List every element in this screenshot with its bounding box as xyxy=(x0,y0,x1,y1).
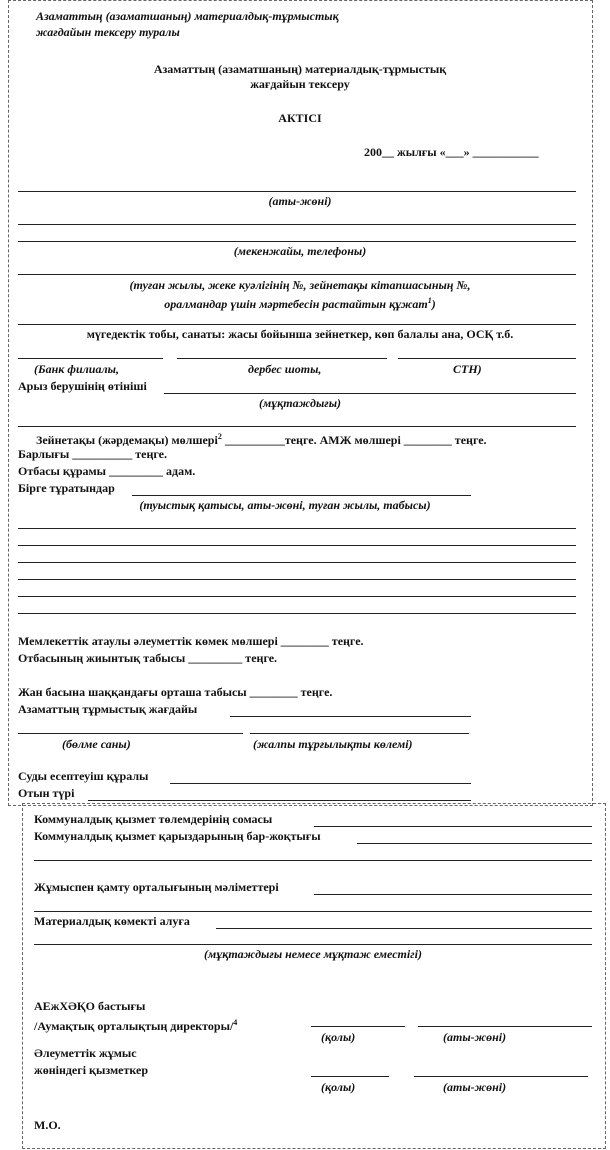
per-capita-income-label: Жан басына шаққандағы орташа табысы ________ теңге. xyxy=(18,685,333,699)
worker-title-line1: Әлеуметтік жұмыс xyxy=(34,1046,137,1060)
head-signature-caption: (қолы) xyxy=(321,1030,356,1044)
water-meter-label: Суды есептеуіш құралы xyxy=(18,769,149,783)
account-field-line[interactable] xyxy=(177,358,387,359)
relatives-line-1[interactable] xyxy=(18,528,576,529)
relatives-line-5[interactable] xyxy=(18,596,576,597)
cohabitants-field-line[interactable] xyxy=(132,495,471,496)
applicant-label: Арыз берушінің өтініші xyxy=(18,379,147,393)
act-title-act: АКТІСІ xyxy=(278,111,322,125)
fuel-type-label: Отын түрі xyxy=(18,786,75,800)
address-caption: (мекенжайы, телефоны) xyxy=(233,244,367,258)
bank-caption: (Банк филиалы, xyxy=(34,362,119,376)
utility-payments-label: Коммуналдық қызмет төлемдерінің сомасы xyxy=(34,812,273,826)
act-title-line2: жағдайын тексеру xyxy=(250,77,350,91)
worker-signature-line[interactable] xyxy=(311,1076,389,1077)
worker-title-line2: жөніндегі қызметкер xyxy=(34,1063,148,1077)
head-title-line1: АЕжХӘҚО бастығы xyxy=(34,999,146,1013)
stamp-label: М.О. xyxy=(34,1118,61,1132)
utility-debt-field-line[interactable] xyxy=(357,843,592,844)
birth-caption-line1: (туған жылы, жеке куәлігінің №, зейнетақы кітапшасының №, xyxy=(129,278,471,292)
worker-fullname-caption: (аты-жөні) xyxy=(443,1080,507,1094)
applicant-extra-line[interactable] xyxy=(18,426,576,427)
need-caption: (мұқтаждығы) xyxy=(258,396,342,410)
blank-line[interactable] xyxy=(18,224,576,225)
relatives-line-4[interactable] xyxy=(18,579,576,580)
birth-field-line[interactable] xyxy=(18,274,576,275)
date-line[interactable]: 200__ жылғы «___» ___________ xyxy=(364,145,539,159)
living-conditions-label: Азаматтың тұрмыстық жағдайы xyxy=(18,702,198,716)
header-note-line1: Азаматтың (азаматшаның) материалдық-тұрмыстық xyxy=(36,9,339,23)
applicant-field-line[interactable] xyxy=(164,393,576,394)
address-field-line[interactable] xyxy=(18,241,576,242)
category-field-line[interactable] xyxy=(18,324,576,325)
utility-debt-label: Коммуналдық қызмет қарыздарының бар-жоқтығы xyxy=(34,829,321,843)
fuel-type-field-line[interactable] xyxy=(88,800,471,801)
bank-field-line[interactable] xyxy=(18,358,163,359)
birth-caption-line2: оралмандар үшін мәртебесін растайтын құжат$^1$) xyxy=(164,296,436,311)
categories-label: мүгедектік тобы, санаты: жасы бойынша зейнеткер, көп балалы ана, ОСҚ т.б. xyxy=(86,327,514,341)
employment-extra-line[interactable] xyxy=(34,911,592,912)
form-lower-frame xyxy=(22,803,606,1149)
state-aid-label: Мемлекеттік атаулы әлеуметтік көмек мөлшері ________ теңге. xyxy=(18,634,364,648)
employment-label: Жұмыспен қамту орталығының мәліметтері xyxy=(34,880,279,894)
stn-field-line[interactable] xyxy=(398,358,576,359)
name-caption: (аты-жөні) xyxy=(268,194,332,208)
family-income-label: Отбасының жиынтық табысы _________ теңге. xyxy=(18,651,278,665)
material-aid-field-line[interactable] xyxy=(216,928,592,929)
utility-payments-field-line[interactable] xyxy=(314,826,592,827)
material-aid-extra-line[interactable] xyxy=(34,944,592,945)
header-note-line2: жағдайын тексеру туралы xyxy=(36,25,180,39)
relatives-line-6[interactable] xyxy=(18,613,576,614)
pension-label: Зейнетақы (жәрдемақы) мөлшері$^2$ __________теңге. АМЖ мөлшері ________ теңге. xyxy=(36,432,487,447)
area-field-line[interactable] xyxy=(250,733,469,734)
head-signature-line[interactable] xyxy=(311,1026,405,1027)
need-or-not-caption: (мұқтаждығы немесе мұқтаж еместігі) xyxy=(204,947,422,961)
act-title-line1: Азаматтың (азаматшаның) материалдық-тұрмыстық xyxy=(153,62,447,76)
worker-fullname-line[interactable] xyxy=(414,1076,588,1077)
water-meter-field-line[interactable] xyxy=(170,783,471,784)
rooms-caption: (бөлме саны) xyxy=(62,737,131,751)
relatives-caption: (туыстық қатысы, аты-жөні, туған жылы, табысы) xyxy=(139,498,431,512)
stn-caption: СТН) xyxy=(453,362,482,376)
rooms-field-line[interactable] xyxy=(18,733,243,734)
head-fullname-caption: (аты-жөні) xyxy=(443,1030,507,1044)
family-size-label: Отбасы құрамы _________ адам. xyxy=(18,464,196,478)
account-caption: дербес шоты, xyxy=(248,362,322,376)
name-field-line[interactable] xyxy=(18,191,576,192)
utility-extra-line[interactable] xyxy=(34,860,592,861)
area-caption: (жалпы тұрғылықты көлемі) xyxy=(253,737,413,751)
head-fullname-line[interactable] xyxy=(418,1026,592,1027)
living-conditions-field-line[interactable] xyxy=(230,716,471,717)
head-title-line2: /Аумақтық орталықтың директоры/$^4$ xyxy=(34,1018,238,1033)
worker-signature-caption: (қолы) xyxy=(321,1080,356,1094)
material-aid-label: Материалдық көмекті алуға xyxy=(34,914,190,928)
total-label: Барлығы __________ теңге. xyxy=(18,447,167,461)
employment-field-line[interactable] xyxy=(314,894,592,895)
relatives-line-3[interactable] xyxy=(18,562,576,563)
relatives-line-2[interactable] xyxy=(18,545,576,546)
cohabitants-label: Бірге тұратындар xyxy=(18,481,115,495)
